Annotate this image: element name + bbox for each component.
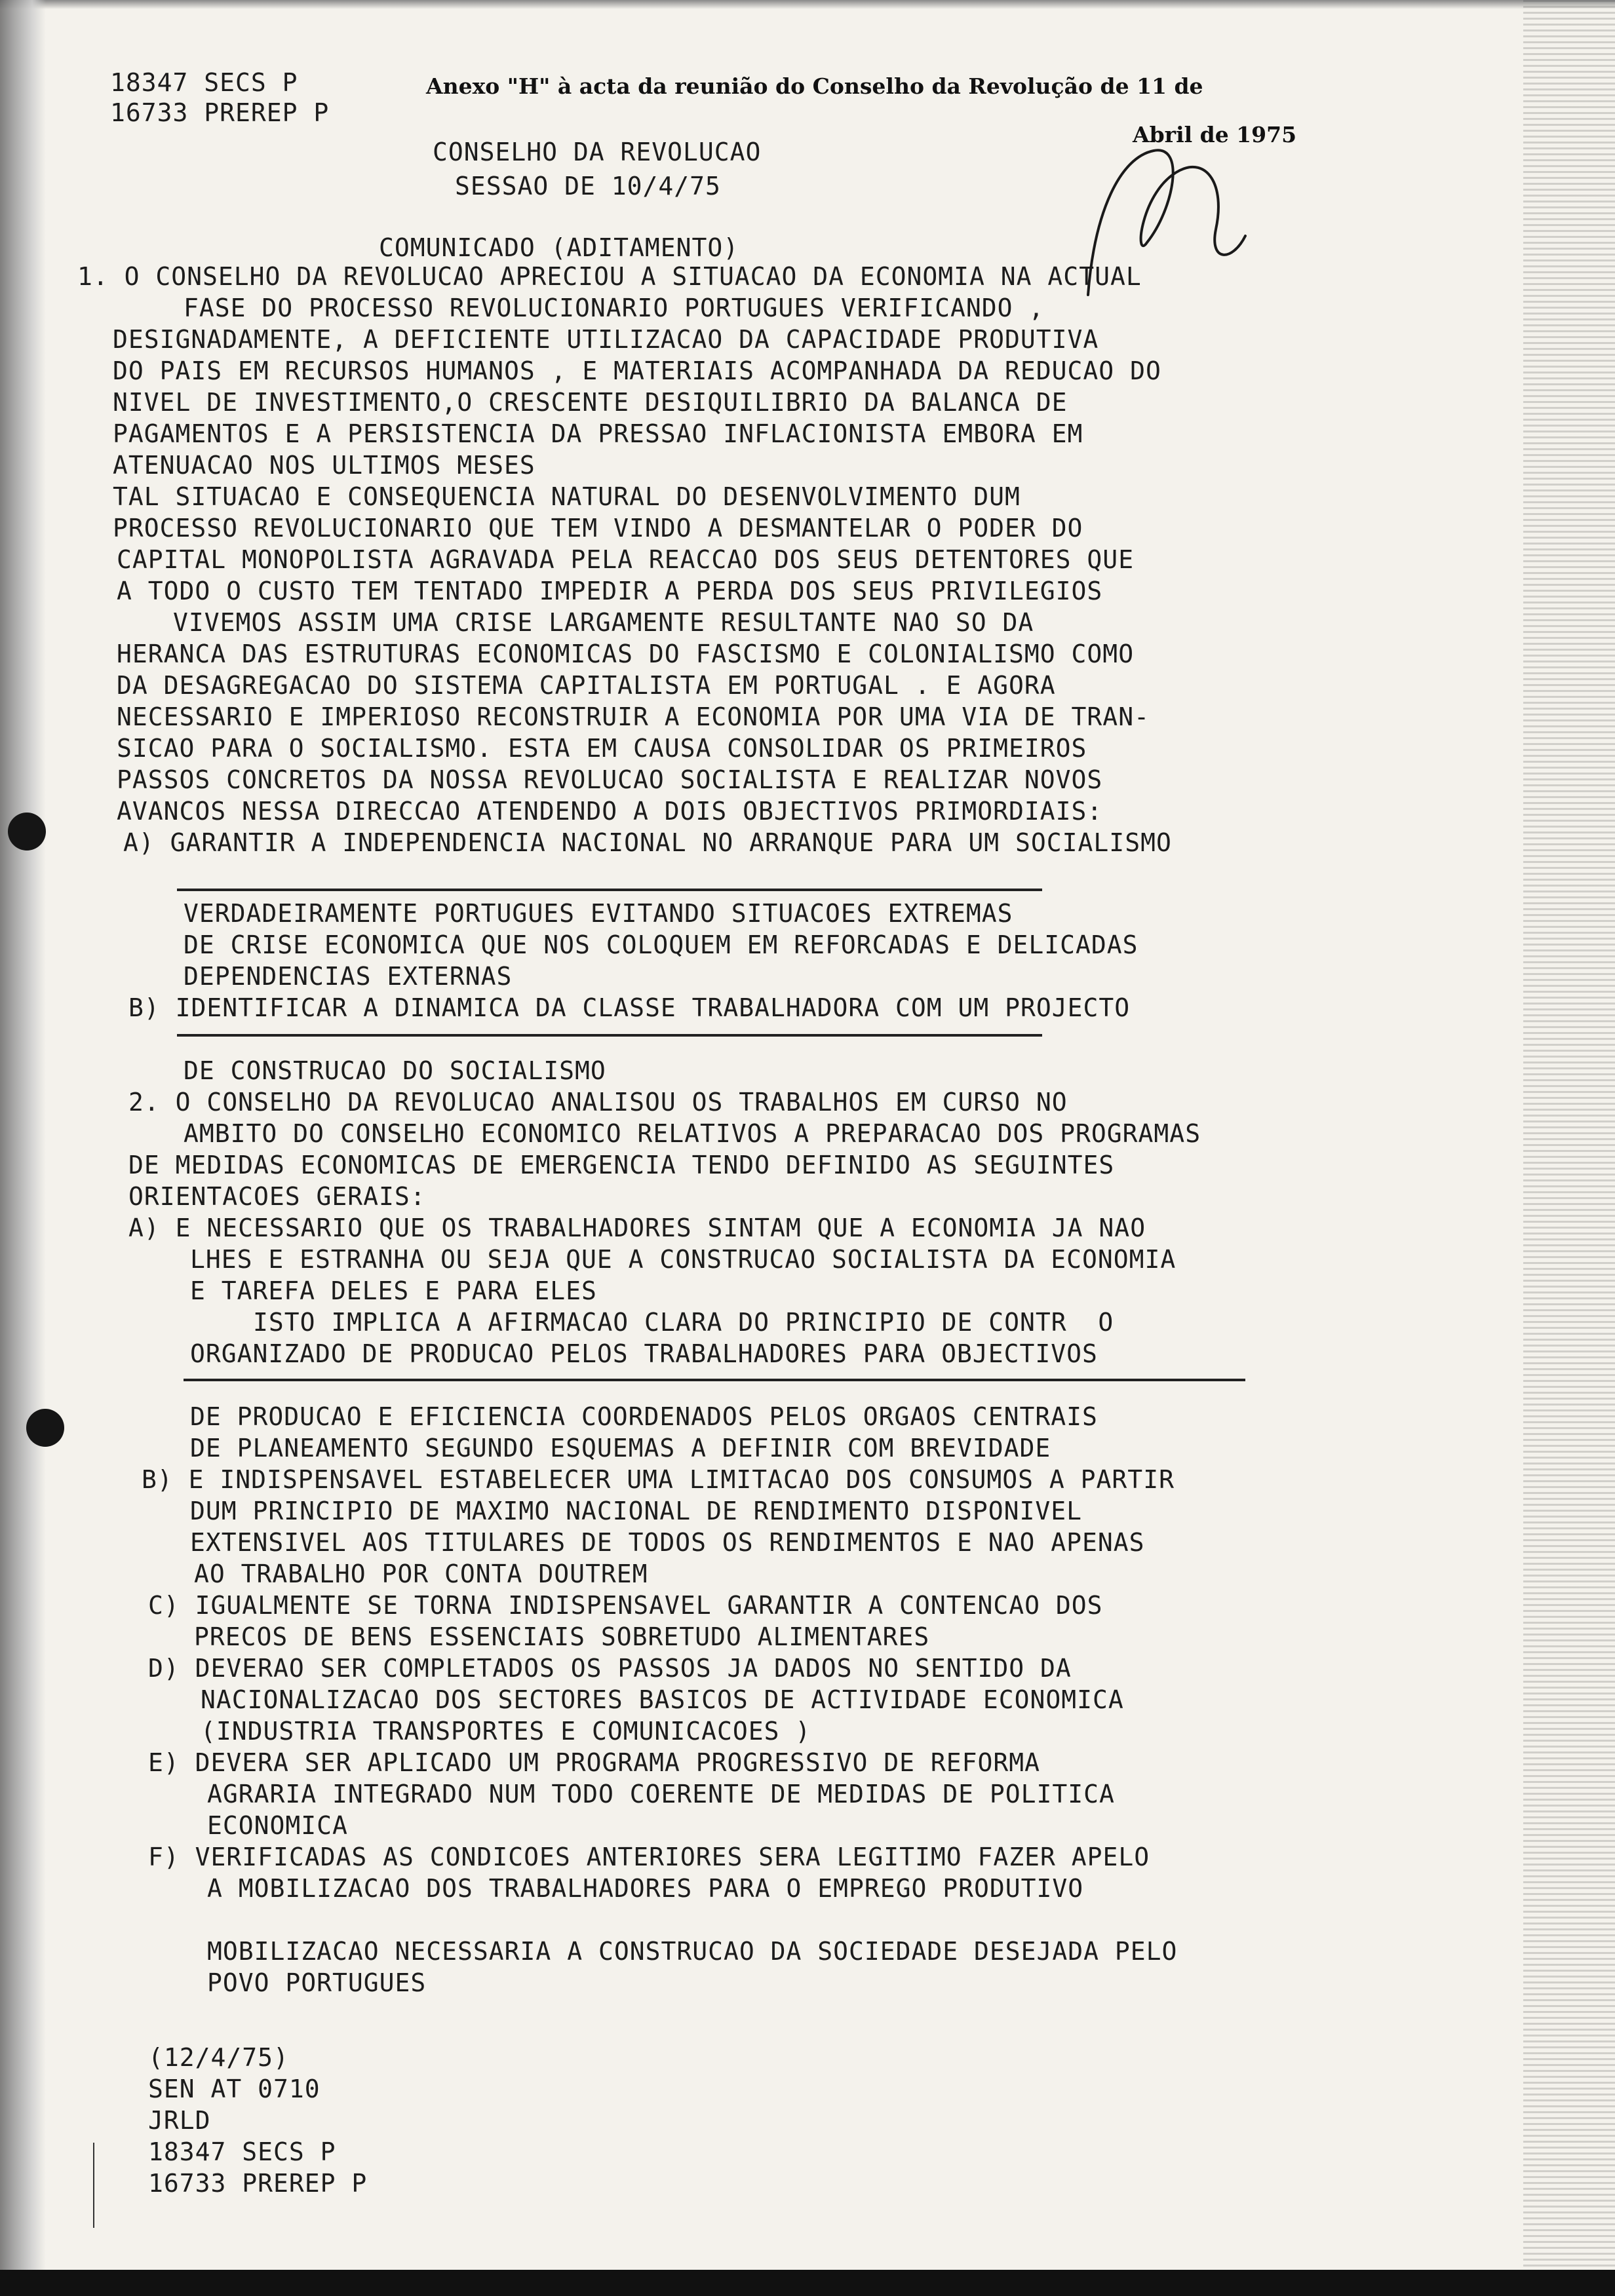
scan-bottom-edge — [0, 2270, 1615, 2296]
telex-ref-top-1: 18347 SECS P — [110, 68, 298, 97]
body-line: PAGAMENTOS E A PERSISTENCIA DA PRESSAO INFLACIONISTA EMBORA EM — [113, 419, 1083, 448]
body-line: B) IDENTIFICAR A DINAMICA DA CLASSE TRABALHADORA COM UM PROJECTO — [128, 993, 1131, 1022]
scan-left-edge — [0, 0, 46, 2296]
body-line: AGRARIA INTEGRADO NUM TODO COERENTE DE MEDIDAS DE POLITICA — [207, 1780, 1115, 1808]
body-line: TAL SITUACAO E CONSEQUENCIA NATURAL DO DESENVOLVIMENTO DUM — [113, 482, 1021, 511]
body-line: PRECOS DE BENS ESSENCIAIS SOBRETUDO ALIMENTARES — [194, 1622, 930, 1651]
body-line: MOBILIZACAO NECESSARIA A CONSTRUCAO DA SOCIEDADE DESEJADA PELO — [207, 1937, 1178, 1966]
body-line: A MOBILIZACAO DOS TRABALHADORES PARA O EMPREGO PRODUTIVO — [207, 1874, 1084, 1903]
body-line: D) DEVERAO SER COMPLETADOS OS PASSOS JA DADOS NO SENTIDO DA — [148, 1654, 1072, 1683]
annex-note-line-2: Abril de 1975 — [1133, 122, 1297, 147]
body-line: PASSOS CONCRETOS DA NOSSA REVOLUCAO SOCIALISTA E REALIZAR NOVOS — [117, 765, 1103, 794]
body-line: DUM PRINCIPIO DE MAXIMO NACIONAL DE RENDIMENTO DISPONIVEL — [190, 1497, 1083, 1525]
body-line: ORIENTACOES GERAIS: — [128, 1182, 426, 1211]
scan-top-edge — [0, 0, 1615, 9]
body-line: E TAREFA DELES E PARA ELES — [190, 1276, 597, 1305]
body-line: PROCESSO REVOLUCIONARIO QUE TEM VINDO A DESMANTELAR O PODER DO — [113, 514, 1083, 543]
typed-underline — [184, 1379, 1245, 1381]
annex-note-line-1: Anexo "H" à acta da reunião do Conselho da Revolução de 11 de — [426, 73, 1203, 99]
footer-operator: JRLD — [148, 2106, 211, 2135]
body-line: DO PAIS EM RECURSOS HUMANOS , E MATERIAIS ACOMPANHADA DA REDUCAO DO — [113, 356, 1161, 385]
body-line: DESIGNADAMENTE, A DEFICIENTE UTILIZACAO DA CAPACIDADE PRODUTIVA — [113, 325, 1099, 354]
document-title: CONSELHO DA REVOLUCAO — [433, 138, 762, 166]
body-line: DE PLANEAMENTO SEGUNDO ESQUEMAS A DEFINIR COM BREVIDADE — [190, 1434, 1051, 1463]
body-line: CAPITAL MONOPOLISTA AGRAVADA PELA REACCAO DOS SEUS DETENTORES QUE — [117, 545, 1135, 574]
body-line: VIVEMOS ASSIM UMA CRISE LARGAMENTE RESULTANTE NAO SO DA — [173, 608, 1034, 637]
body-line: (INDUSTRIA TRANSPORTES E COMUNICACOES ) — [201, 1717, 811, 1746]
body-line: 1. O CONSELHO DA REVOLUCAO APRECIOU A SITUACAO DA ECONOMIA NA ACTUAL — [77, 262, 1142, 291]
body-line: FASE DO PROCESSO REVOLUCIONARIO PORTUGUES VERIFICANDO , — [184, 294, 1045, 322]
body-line: A) E NECESSARIO QUE OS TRABALHADORES SINTAM QUE A ECONOMIA JA NAO — [128, 1214, 1146, 1242]
body-line: F) VERIFICADAS AS CONDICOES ANTERIORES SERA LEGITIMO FAZER APELO — [148, 1843, 1150, 1871]
body-line: AVANCOS NESSA DIRECCAO ATENDENDO A DOIS OBJECTIVOS PRIMORDIAIS: — [117, 797, 1103, 826]
body-line: E) DEVERA SER APLICADO UM PROGRAMA PROGRESSIVO DE REFORMA — [148, 1748, 1041, 1777]
body-line: LHES E ESTRANHA OU SEJA QUE A CONSTRUCAO SOCIALISTA DA ECONOMIA — [190, 1245, 1177, 1274]
body-line: ORGANIZADO DE PRODUCAO PELOS TRABALHADORES PARA OBJECTIVOS — [190, 1339, 1098, 1368]
body-line: AO TRABALHO POR CONTA DOUTREM — [194, 1559, 648, 1588]
body-line: C) IGUALMENTE SE TORNA INDISPENSAVEL GARANTIR A CONTENCAO DOS — [148, 1591, 1103, 1620]
body-line: NECESSARIO E IMPERIOSO RECONSTRUIR A ECONOMIA POR UMA VIA DE TRAN- — [117, 702, 1150, 731]
footer-sent-time: SEN AT 0710 — [148, 2075, 321, 2103]
communique-heading: COMUNICADO (ADITAMENTO) — [379, 233, 739, 262]
scan-right-edge — [1523, 0, 1615, 2296]
body-line: NACIONALIZACAO DOS SECTORES BASICOS DE ACTIVIDADE ECONOMICA — [201, 1685, 1124, 1714]
margin-rule — [93, 2143, 94, 2228]
body-line: ECONOMICA — [207, 1811, 348, 1840]
body-line: DE MEDIDAS ECONOMICAS DE EMERGENCIA TENDO DEFINIDO AS SEGUINTES — [128, 1151, 1115, 1179]
body-line: DE PRODUCAO E EFICIENCIA COORDENADOS PELOS ORGAOS CENTRAIS — [190, 1402, 1098, 1431]
body-line: DEPENDENCIAS EXTERNAS — [184, 962, 513, 991]
body-line: B) E INDISPENSAVEL ESTABELECER UMA LIMITACAO DOS CONSUMOS A PARTIR — [142, 1465, 1175, 1494]
body-line: SICAO PARA O SOCIALISMO. ESTA EM CAUSA CONSOLIDAR OS PRIMEIROS — [117, 734, 1087, 763]
session-date: SESSAO DE 10/4/75 — [455, 172, 721, 201]
body-line: NIVEL DE INVESTIMENTO,O CRESCENTE DESIQUILIBRIO DA BALANCA DE — [113, 388, 1068, 417]
footer-telex-ref-1: 18347 SECS P — [148, 2137, 336, 2166]
telex-ref-top-2: 16733 PREREP P — [110, 98, 330, 127]
footer-telex-ref-2: 16733 PREREP P — [148, 2169, 368, 2198]
body-line: DE CRISE ECONOMICA QUE NOS COLOQUEM EM REFORCADAS E DELICADAS — [184, 930, 1138, 959]
body-line: ISTO IMPLICA A AFIRMACAO CLARA DO PRINCIPIO DE CONTR O — [253, 1308, 1114, 1337]
body-line: A) GARANTIR A INDEPENDENCIA NACIONAL NO ARRANQUE PARA UM SOCIALISMO — [123, 828, 1172, 857]
punch-hole-bottom — [26, 1409, 64, 1447]
body-line: POVO PORTUGUES — [207, 1968, 427, 1997]
body-line: HERANCA DAS ESTRUTURAS ECONOMICAS DO FASCISMO E COLONIALISMO COMO — [117, 640, 1135, 668]
body-line: DA DESAGREGACAO DO SISTEMA CAPITALISTA EM PORTUGAL . E AGORA — [117, 671, 1056, 700]
typed-underline — [177, 889, 1042, 891]
body-line: EXTENSIVEL AOS TITULARES DE TODOS OS RENDIMENTOS E NAO APENAS — [190, 1528, 1145, 1557]
body-line: A TODO O CUSTO TEM TENTADO IMPEDIR A PERDA DOS SEUS PRIVILEGIOS — [117, 577, 1103, 605]
typed-underline — [177, 1034, 1042, 1037]
body-line: 2. O CONSELHO DA REVOLUCAO ANALISOU OS TRABALHOS EM CURSO NO — [128, 1088, 1068, 1117]
punch-hole-top — [8, 813, 46, 851]
body-line: DE CONSTRUCAO DO SOCIALISMO — [184, 1056, 606, 1085]
body-line: ATENUACAO NOS ULTIMOS MESES — [113, 451, 535, 480]
body-line: AMBITO DO CONSELHO ECONOMICO RELATIVOS A PREPARACAO DOS PROGRAMAS — [184, 1119, 1201, 1148]
footer-date: (12/4/75) — [148, 2043, 289, 2072]
body-line: VERDADEIRAMENTE PORTUGUES EVITANDO SITUACOES EXTREMAS — [184, 899, 1013, 928]
